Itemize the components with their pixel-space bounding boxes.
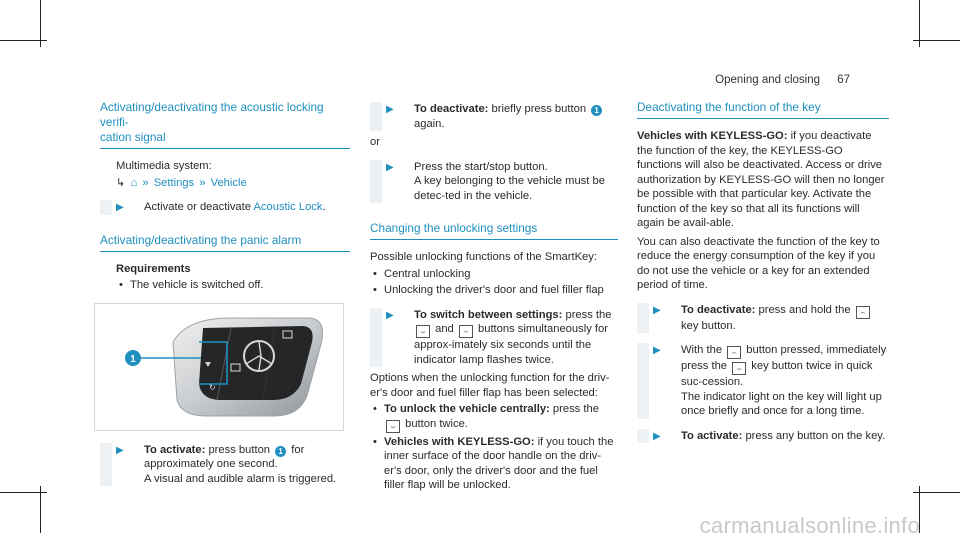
return-arrow-icon: ↳ [116, 176, 126, 189]
acoustic-lock-link[interactable]: Acoustic Lock [253, 201, 323, 213]
options-text: Options when the unlocking function for the driv-er's door and fuel filler flap has been selected: [370, 372, 610, 399]
crop-mark [0, 40, 47, 41]
heading-deactivate-key: Deactivating the function of the key [637, 100, 889, 119]
list-item: • To unlock the vehicle centrally: press the ⌣ button twice. [370, 402, 618, 433]
crop-mark [913, 492, 960, 493]
intro-text: Possible unlocking functions of the SmartKey: [370, 251, 597, 263]
step-bar [370, 160, 382, 204]
smartkey-figure [94, 303, 344, 431]
step-acoustic-lock: ▶ Activate or deactivate Acoustic Lock. [100, 200, 350, 215]
step-switch-settings: ▶ To switch between settings: press the ⌣ and ⌢ buttons simultaneously for approx-imately six seconds until the indicator lamp flashes twice. [370, 308, 618, 368]
lock-key-icon: ⌢ [459, 325, 473, 338]
chevron-icon: » [199, 176, 206, 189]
step-bar [370, 308, 382, 368]
list-item: • Unlocking the driver's door and fuel filler flap [370, 283, 618, 298]
step-arrow-icon: ▶ [386, 161, 394, 173]
section-title: Opening and closing [715, 74, 820, 86]
callout-ref: 1 [591, 105, 602, 116]
step-arrow-icon: ▶ [653, 430, 661, 442]
heading-unlocking-settings: Changing the unlocking settings [370, 221, 618, 240]
step-activate-panic: ▶ To activate: press button 1 for approximately one second. A visual and audible alarm is triggered. [100, 443, 350, 487]
callout-ref: 1 [275, 446, 286, 457]
lock-key-icon: ⌢ [727, 346, 741, 359]
step-deactivate-key: ▶ To deactivate: press and hold the ⌢ key button. [637, 303, 889, 334]
watermark: carmanualsonline.info [699, 512, 920, 533]
step-activate-key: ▶ To activate: press any button on the key. [637, 429, 889, 444]
menu-path [116, 176, 350, 191]
page-header [715, 73, 850, 88]
crop-mark [40, 486, 41, 533]
column-1 [100, 100, 350, 490]
lock-key-icon: ⌢ [856, 306, 870, 319]
crop-mark [913, 40, 960, 41]
smartkey-illustration [95, 304, 343, 430]
heading-panic-alarm: Activating/deactivating the panic alarm [100, 233, 350, 252]
step-deactivate-panic: ▶ To deactivate: briefly press button 1 again. [370, 102, 618, 131]
step-bar [637, 343, 649, 419]
step-arrow-icon: ▶ [386, 309, 394, 321]
requirements-title: Requirements [116, 262, 191, 275]
step-bar [637, 303, 649, 334]
requirement-item: • The vehicle is switched off. [116, 278, 350, 293]
home-icon[interactable]: ⌂ [130, 176, 138, 189]
callout-number: 1 [130, 353, 136, 365]
paragraph: Vehicles with KEYLESS-GO: if you deactivate the function of the key, the KEYLESS-GO functions will also be deactivated. Access or drive authorization by KEYLESS-GO will then no longer be possible with that particular key. Activate the function of the key so that all its functions will again be avail-able. [637, 130, 885, 229]
step-start-stop: ▶ Press the start/stop button. A key belonging to the vehicle must be detec-ted in the vehicle. [370, 160, 618, 204]
step-bar [100, 443, 112, 487]
step-arrow-icon: ▶ [116, 444, 124, 456]
step-bar [370, 102, 382, 131]
unlock-key-icon: ⌣ [416, 325, 430, 338]
step-bar [100, 200, 112, 215]
svg-text:↻: ↻ [209, 382, 216, 392]
paragraph: You can also deactivate the function of the key to reduce the energy consumption of the key if you do not use the vehicle or a key for an extended period of time. [637, 235, 880, 291]
list-item: • Vehicles with KEYLESS-GO: if you touch the inner surface of the door handle on the driv-er's door, only the driver's door and the fuel filler flap will be unlocked. [370, 435, 618, 493]
heading-acoustic-locking: Activating/deactivating the acoustic locking verifi- cation signal [100, 100, 350, 149]
step-arrow-icon: ▶ [386, 104, 394, 115]
unlock-key-icon: ⌣ [386, 420, 400, 433]
step-bar [637, 429, 649, 444]
unlock-key-icon: ⌣ [732, 362, 746, 375]
or-label: or [370, 136, 380, 148]
step-key-button: ▶ With the ⌢ button pressed, immediately press the ⌣ key button twice in quick suc-cession. The indicator light on the key will light up once briefly and once for a long time. [637, 343, 889, 419]
crop-mark [0, 492, 47, 493]
vehicle-link[interactable]: Vehicle [210, 176, 247, 189]
column-2 [370, 100, 618, 495]
multimedia-label: Multimedia system: [116, 160, 212, 172]
settings-link[interactable]: Settings [153, 176, 195, 189]
column-3 [637, 100, 889, 447]
step-arrow-icon: ▶ [116, 202, 124, 213]
step-arrow-icon: ▶ [653, 304, 661, 316]
page-number: 67 [837, 74, 850, 86]
list-item: • Central unlocking [370, 267, 618, 282]
step-arrow-icon: ▶ [653, 345, 661, 356]
chevron-icon: » [142, 176, 149, 189]
